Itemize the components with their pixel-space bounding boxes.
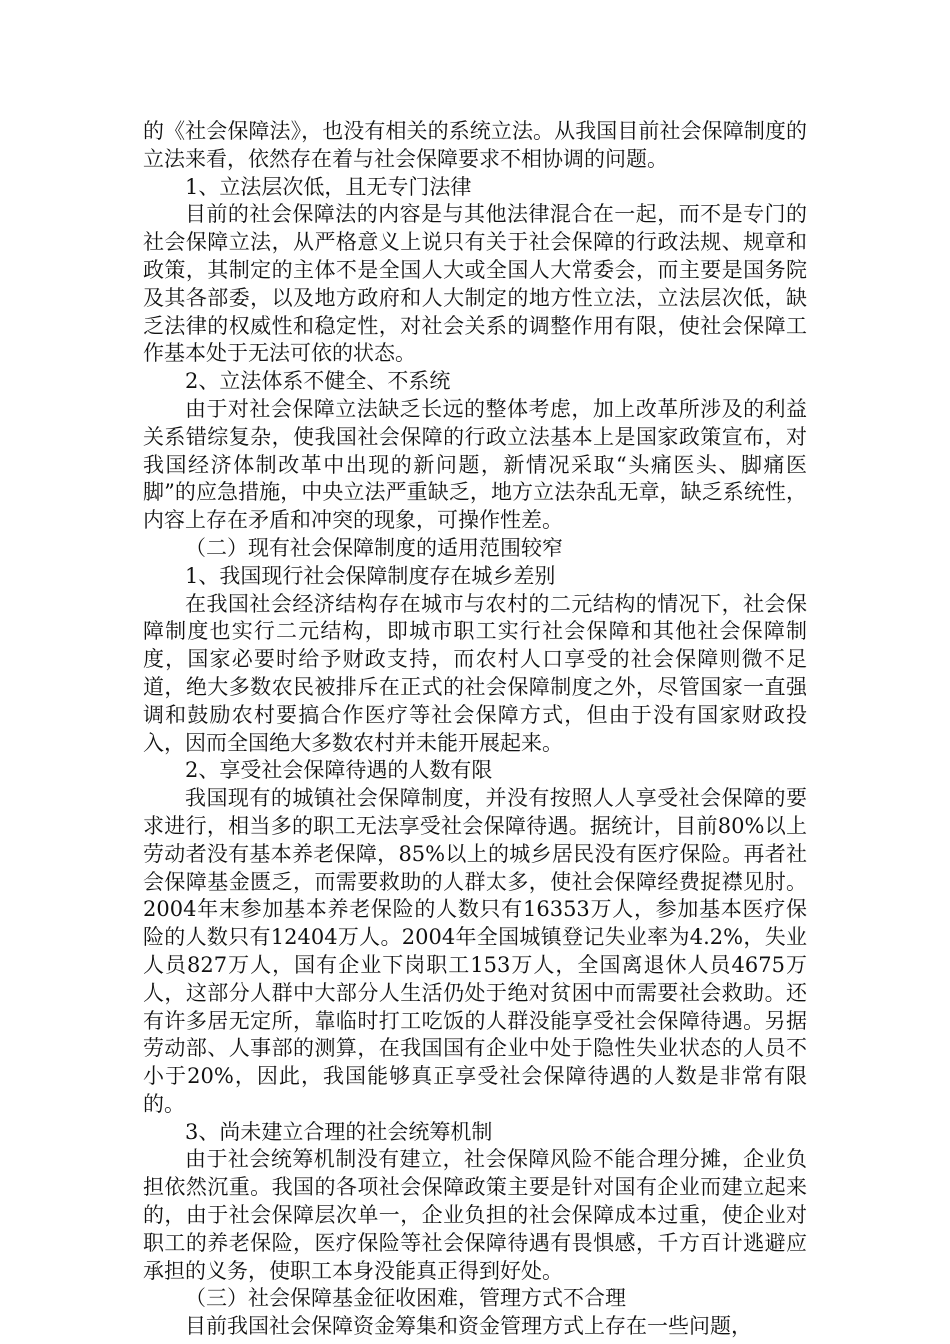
section-heading: 1、我国现行社会保障制度存在城乡差别 <box>185 563 556 588</box>
section-heading: 2、享受社会保障待遇的人数有限 <box>185 758 493 783</box>
paragraph: 我国现有的城镇社会保障制度，并没有按照人人享受社会保障的要求进行，相当多的职工无法享受社会保障待遇。据统计，目前80%以上劳动者没有基本养老保障，85%以上的城乡居民没有医疗保险。再者社会保障基金匮乏，而需要救助的人群太多，使社会保障经费捉襟见肘。2004年末参加基本养老保险的人数只有16353万人，参加基本医疗保险的人数只有12404万人。2004年全国城镇登记失业率为4.2%，失业人员827万人，国有企业下岗职工153万人，全国离退休人员4675万人，这部分人群中大部分人生活仍处于绝对贫困中而需要社会救助。还有许多居无定所，靠临时打工吃饭的人群没能享受社会保障待遇。另据劳动部、人事部的测算，在我国国有企业中处于隐性失业状态的人员不小于20%，因此，我国能够真正享受社会保障待遇的人数是非常有限的。 <box>143 786 807 1116</box>
paragraph: 目前的社会保障法的内容是与其他法律混合在一起，而不是专门的社会保障立法，从严格意义上说只有关于社会保障的行政法规、规章和政策，其制定的主体不是全国人大或全国人大常委会，而主要是国务院及其各部委，以及地方政府和人大制定的地方性立法，立法层次低，缺乏法律的权威性和稳定性，对社会关系的调整作用有限，使社会保障工作基本处于无法可依的状态。 <box>143 202 807 366</box>
section-heading: 2、立法体系不健全、不系统 <box>185 369 451 394</box>
section-heading: （二）现有社会保障制度的适用范围较窄 <box>185 535 563 560</box>
document-page <box>143 118 807 1341</box>
paragraph: 在我国社会经济结构存在城市与农村的二元结构的情况下，社会保障制度也实行二元结构，即城市职工实行社会保障和其他社会保障制度，国家必要时给予财政支持，而农村人口享受的社会保障则微不足道，绝大多数农民被排斥在正式的社会保障制度之外，尽管国家一直强调和鼓励农村要搞合作医疗等社会保障方式，但由于没有国家财政投入，因而全国绝大多数农村并未能开展起来。 <box>143 591 807 755</box>
section-heading: 1、立法层次低，且无专门法律 <box>185 174 472 199</box>
paragraph: 目前我国社会保障资金筹集和资金管理方式上存在一些问题， <box>185 1314 752 1339</box>
paragraph: 的《社会保障法》，也没有相关的系统立法。从我国目前社会保障制度的立法来看，依然存在着与社会保障要求不相协调的问题。 <box>143 119 807 171</box>
section-heading: （三）社会保障基金征收困难，管理方式不合理 <box>185 1286 626 1311</box>
section-heading: 3、尚未建立合理的社会统筹机制 <box>185 1119 493 1144</box>
paragraph: 由于对社会保障立法缺乏长远的整体考虑，加上改革所涉及的利益关系错综复杂，使我国社会保障的行政立法基本上是国家政策宣布，对我国经济体制改革中出现的新问题，新情况采取“头痛医头、脚痛医脚”的应急措施，中央立法严重缺乏，地方立法杂乱无章，缺乏系统性，内容上存在矛盾和冲突的现象，可操作性差。 <box>143 396 807 533</box>
paragraph: 由于社会统筹机制没有建立，社会保障风险不能合理分摊，企业负担依然沉重。我国的各项社会保障政策主要是针对国有企业而建立起来的，由于社会保障层次单一，企业负担的社会保障成本过重，使企业对职工的养老保险，医疗保险等社会保障待遇有畏惧感，千方百计逃避应承担的义务，使职工本身没能真正得到好处。 <box>143 1147 807 1283</box>
